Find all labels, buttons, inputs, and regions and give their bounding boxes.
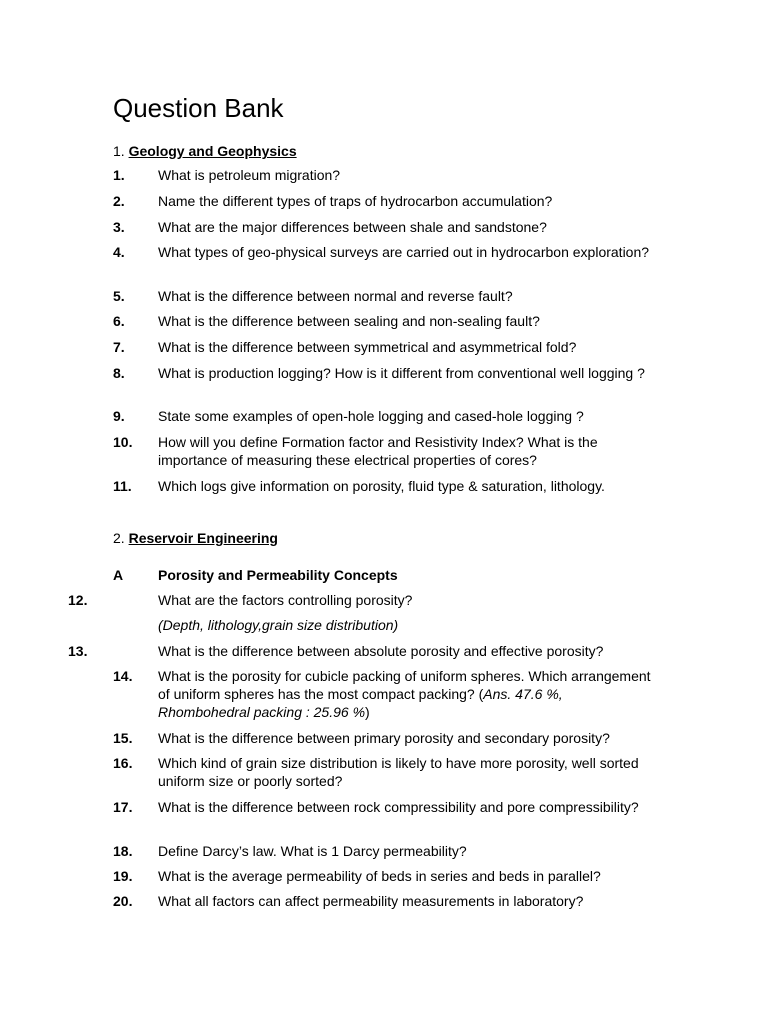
question-text: What is the difference between normal and reverse fault?	[158, 288, 513, 304]
question-number: 1.	[113, 167, 125, 183]
section-number: 1	[113, 143, 121, 159]
question-item	[113, 729, 653, 747]
question-text: State some examples of open-hole logging and cased-hole logging ?	[158, 408, 584, 424]
question-item	[113, 192, 653, 210]
subsection-title: Porosity and Permeability Concepts	[158, 567, 398, 583]
question-number: 14.	[113, 668, 133, 684]
question-number: 4.	[113, 244, 125, 260]
question-number: 5.	[113, 288, 125, 304]
question-item	[113, 433, 653, 469]
question-number: 7.	[113, 339, 125, 355]
question-number: 11.	[113, 478, 132, 494]
subsection-letter: A	[113, 567, 124, 583]
question-number: 3.	[113, 219, 125, 235]
question-item	[113, 166, 653, 184]
question-item	[113, 842, 653, 860]
question-item	[113, 312, 653, 330]
section-heading: 2. Reservoir Engineering	[113, 530, 278, 546]
question-number: 15.	[113, 730, 133, 746]
question-item	[68, 642, 653, 660]
question-item	[113, 287, 653, 305]
section-heading: 1. Geology and Geophysics	[113, 143, 297, 159]
question-number: 8.	[113, 365, 125, 381]
question-item	[113, 754, 653, 790]
question-number: 18.	[113, 843, 133, 859]
question-text: What all factors can affect permeability measurements in laboratory?	[158, 893, 584, 909]
answer-note: (Depth, lithology,grain size distribution)	[158, 617, 399, 633]
question-number: 12.	[68, 592, 88, 608]
section-title: Geology and Geophysics	[128, 143, 297, 159]
question-text: Define Darcy’s law. What is 1 Darcy permeability?	[158, 843, 467, 859]
question-number: 17.	[113, 799, 133, 815]
question-item	[68, 591, 653, 609]
answer-inline: Ans. 47.6 %, Rhombohedral packing : 25.96 %	[158, 686, 563, 720]
question-item	[113, 364, 653, 382]
question-item	[113, 667, 653, 721]
question-item	[113, 218, 653, 236]
question-text: What are the factors controlling porosity?	[158, 592, 413, 608]
question-item	[113, 867, 653, 885]
question-text: What is the average permeability of beds in series and beds in parallel?	[158, 868, 601, 884]
question-text: What is the difference between sealing and non-sealing fault?	[158, 313, 540, 329]
question-text: What is the difference between rock compressibility and pore compressibility?	[158, 799, 639, 815]
question-text: What is petroleum migration?	[158, 167, 341, 183]
page-title: Question Bank	[113, 93, 284, 123]
question-number: 10.	[113, 434, 133, 450]
question-item	[113, 407, 653, 425]
question-text-main: What is the porosity for cubicle packing of uniform spheres. Which arrangement of uniform spheres has the most compact packing? (	[158, 668, 651, 702]
question-item	[113, 798, 653, 816]
question-text-close: )	[365, 704, 370, 720]
section-number: 2	[113, 530, 121, 546]
question-text: Which logs give information on porosity, fluid type & saturation, lithology.	[158, 478, 605, 494]
question-number: 9.	[113, 408, 125, 424]
question-text: What is the difference between absolute porosity and effective porosity?	[158, 643, 604, 659]
question-text: What are the major differences between shale and sandstone?	[158, 219, 547, 235]
question-text: What is production logging? How is it different from conventional well logging ?	[158, 365, 645, 381]
question-number: 6.	[113, 313, 125, 329]
question-number: 20.	[113, 893, 133, 909]
question-text: What is the difference between primary porosity and secondary porosity?	[158, 730, 610, 746]
question-text: Name the different types of traps of hydrocarbon accumulation?	[158, 193, 553, 209]
question-text: What types of geo-physical surveys are carried out in hydrocarbon exploration?	[158, 244, 650, 260]
question-item	[113, 243, 653, 261]
question-text: What is the difference between symmetrical and asymmetrical fold?	[158, 339, 577, 355]
question-number: 13.	[68, 643, 88, 659]
question-text	[158, 667, 653, 721]
question-item	[113, 477, 653, 495]
question-number: 16.	[113, 755, 133, 771]
question-item	[113, 338, 653, 356]
question-number: 19.	[113, 868, 133, 884]
section-title: Reservoir Engineering	[128, 530, 278, 546]
question-item	[113, 892, 653, 910]
question-text: Which kind of grain size distribution is likely to have more porosity, well sorted uniform size or poorly sorted?	[158, 755, 639, 789]
question-text: How will you define Formation factor and Resistivity Index? What is the importance of measuring these electrical properties of cores?	[158, 434, 598, 468]
question-number: 2.	[113, 193, 125, 209]
subsection-heading	[113, 566, 653, 584]
